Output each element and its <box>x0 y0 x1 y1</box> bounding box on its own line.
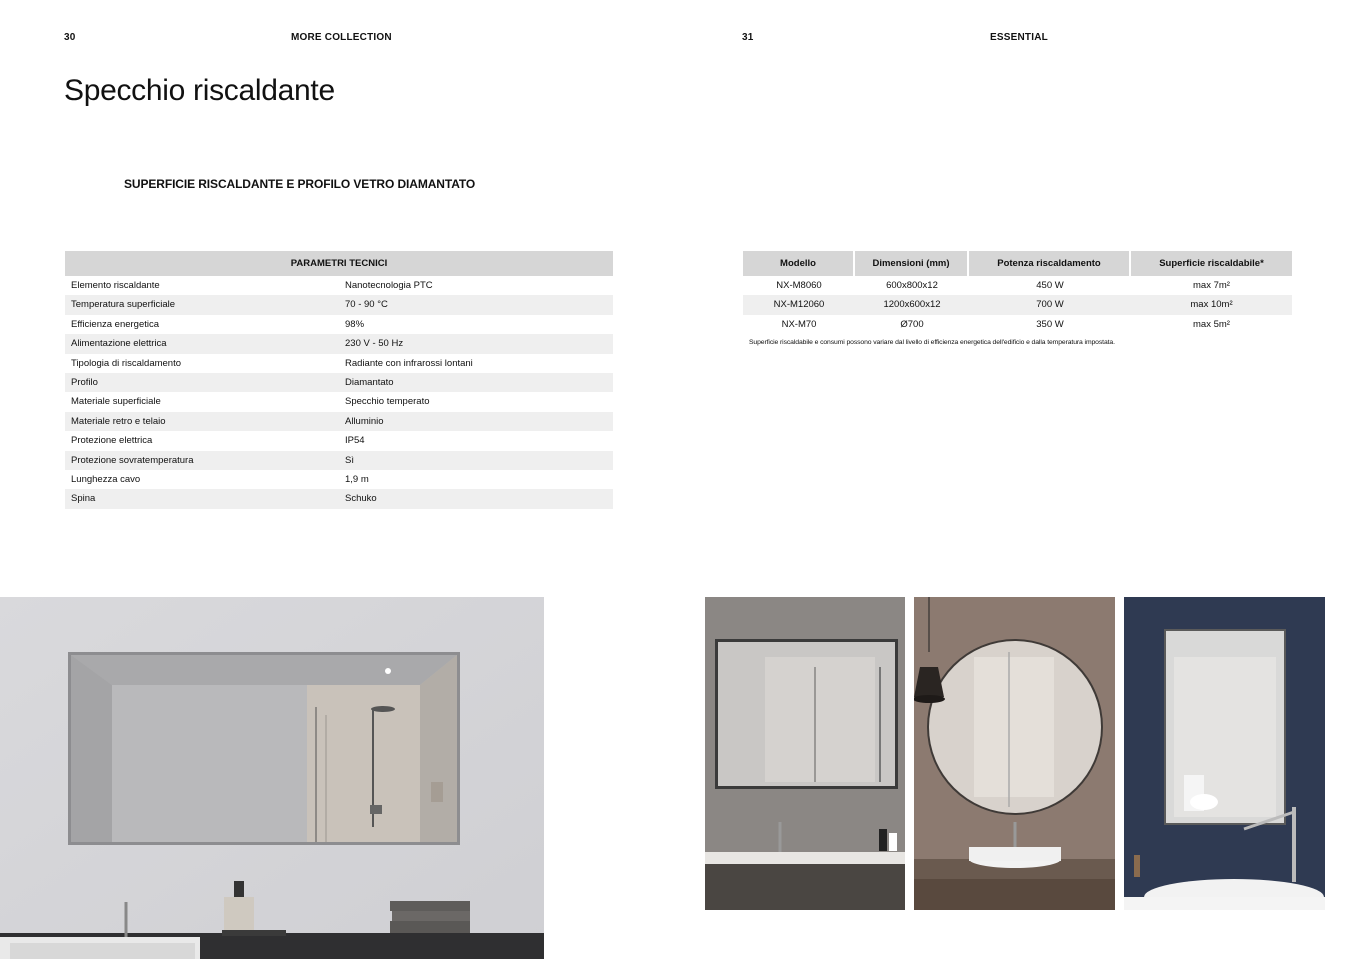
model-area: max 5m² <box>1193 318 1230 330</box>
specs-row <box>65 451 613 470</box>
model-power: 450 W <box>1036 280 1064 291</box>
product-photo-rectangular-mirror <box>0 597 544 959</box>
specs-row <box>65 295 613 314</box>
model-name: NX-M70 <box>781 318 817 330</box>
specs-table <box>65 251 613 509</box>
model-dimensions: Ø700 <box>900 318 924 330</box>
spec-value: Sì <box>345 454 354 466</box>
page-title: Specchio riscaldante <box>64 74 335 107</box>
col-header: Modello <box>743 251 855 276</box>
model-name: NX-M8060 <box>776 280 822 291</box>
specs-header: PARAMETRI TECNICI <box>65 251 613 276</box>
spec-label: Temperatura superficiale <box>71 299 176 311</box>
product-photo-mirror-vanity <box>705 597 905 910</box>
specs-row <box>65 431 613 450</box>
spec-label: Protezione elettrica <box>71 435 153 447</box>
specs-row <box>65 373 613 392</box>
spec-value: Schuko <box>345 493 377 505</box>
specs-row <box>65 470 613 489</box>
spec-label: Tipologia di riscaldamento <box>71 357 182 369</box>
page-number-left: 30 <box>64 32 76 43</box>
section-title-right: ESSENTIAL <box>990 32 1048 43</box>
specs-row <box>65 392 613 411</box>
footnote: Superficie riscaldabile e consumi possono variare dal livello di efficienza energetica dell'edificio e dalla temperatura impostata. <box>749 339 1115 346</box>
product-photo-portrait-mirror <box>1124 597 1325 910</box>
model-power: 350 W <box>1036 318 1064 330</box>
col-header: Dimensioni (mm) <box>855 251 969 276</box>
spec-value: Alluminio <box>345 415 384 427</box>
spec-label: Alimentazione elettrica <box>71 338 167 350</box>
model-dimensions: 1200x600x12 <box>883 299 941 311</box>
model-row <box>743 315 1292 334</box>
page-number-right: 31 <box>742 32 754 43</box>
model-dimensions: 600x800x12 <box>886 280 938 291</box>
spec-label: Materiale superficiale <box>71 396 161 408</box>
spec-label: Elemento riscaldante <box>71 280 160 291</box>
col-header: Potenza riscaldamento <box>969 251 1131 276</box>
spec-value: 98% <box>345 318 365 330</box>
spec-label: Efficienza energetica <box>71 318 160 330</box>
model-power: 700 W <box>1036 299 1064 311</box>
col-header: Superficie riscaldabile* <box>1131 251 1292 276</box>
spec-value: IP54 <box>345 435 365 447</box>
spec-label: Spina <box>71 493 96 505</box>
specs-row <box>65 354 613 373</box>
spec-label: Materiale retro e telaio <box>71 415 166 427</box>
specs-row <box>65 276 613 295</box>
spec-label: Protezione sovratemperatura <box>71 454 194 466</box>
model-row <box>743 295 1292 314</box>
spec-value: Radiante con infrarossi lontani <box>345 357 473 369</box>
spec-value: Specchio temperato <box>345 396 430 408</box>
models-header-row <box>743 251 1292 276</box>
section-title-left: MORE COLLECTION <box>291 32 392 43</box>
specs-row <box>65 412 613 431</box>
spec-value: 1,9 m <box>345 473 369 485</box>
model-row <box>743 276 1292 295</box>
product-photo-round-mirror <box>914 597 1115 910</box>
model-name: NX-M12060 <box>773 299 825 311</box>
spec-value: Nanotecnologia PTC <box>345 280 433 291</box>
spec-label: Profilo <box>71 376 98 388</box>
specs-row <box>65 489 613 508</box>
models-table <box>743 251 1292 334</box>
specs-row <box>65 315 613 334</box>
model-area: max 10m² <box>1190 299 1233 311</box>
spec-value: 230 V - 50 Hz <box>345 338 404 350</box>
page-subtitle: SUPERFICIE RISCALDANTE E PROFILO VETRO DIAMANTATO <box>124 177 476 191</box>
spec-label: Lunghezza cavo <box>71 473 141 485</box>
spec-value: Diamantato <box>345 376 394 388</box>
specs-row <box>65 334 613 353</box>
spec-value: 70 - 90 °C <box>345 299 388 311</box>
model-area: max 7m² <box>1193 280 1230 291</box>
